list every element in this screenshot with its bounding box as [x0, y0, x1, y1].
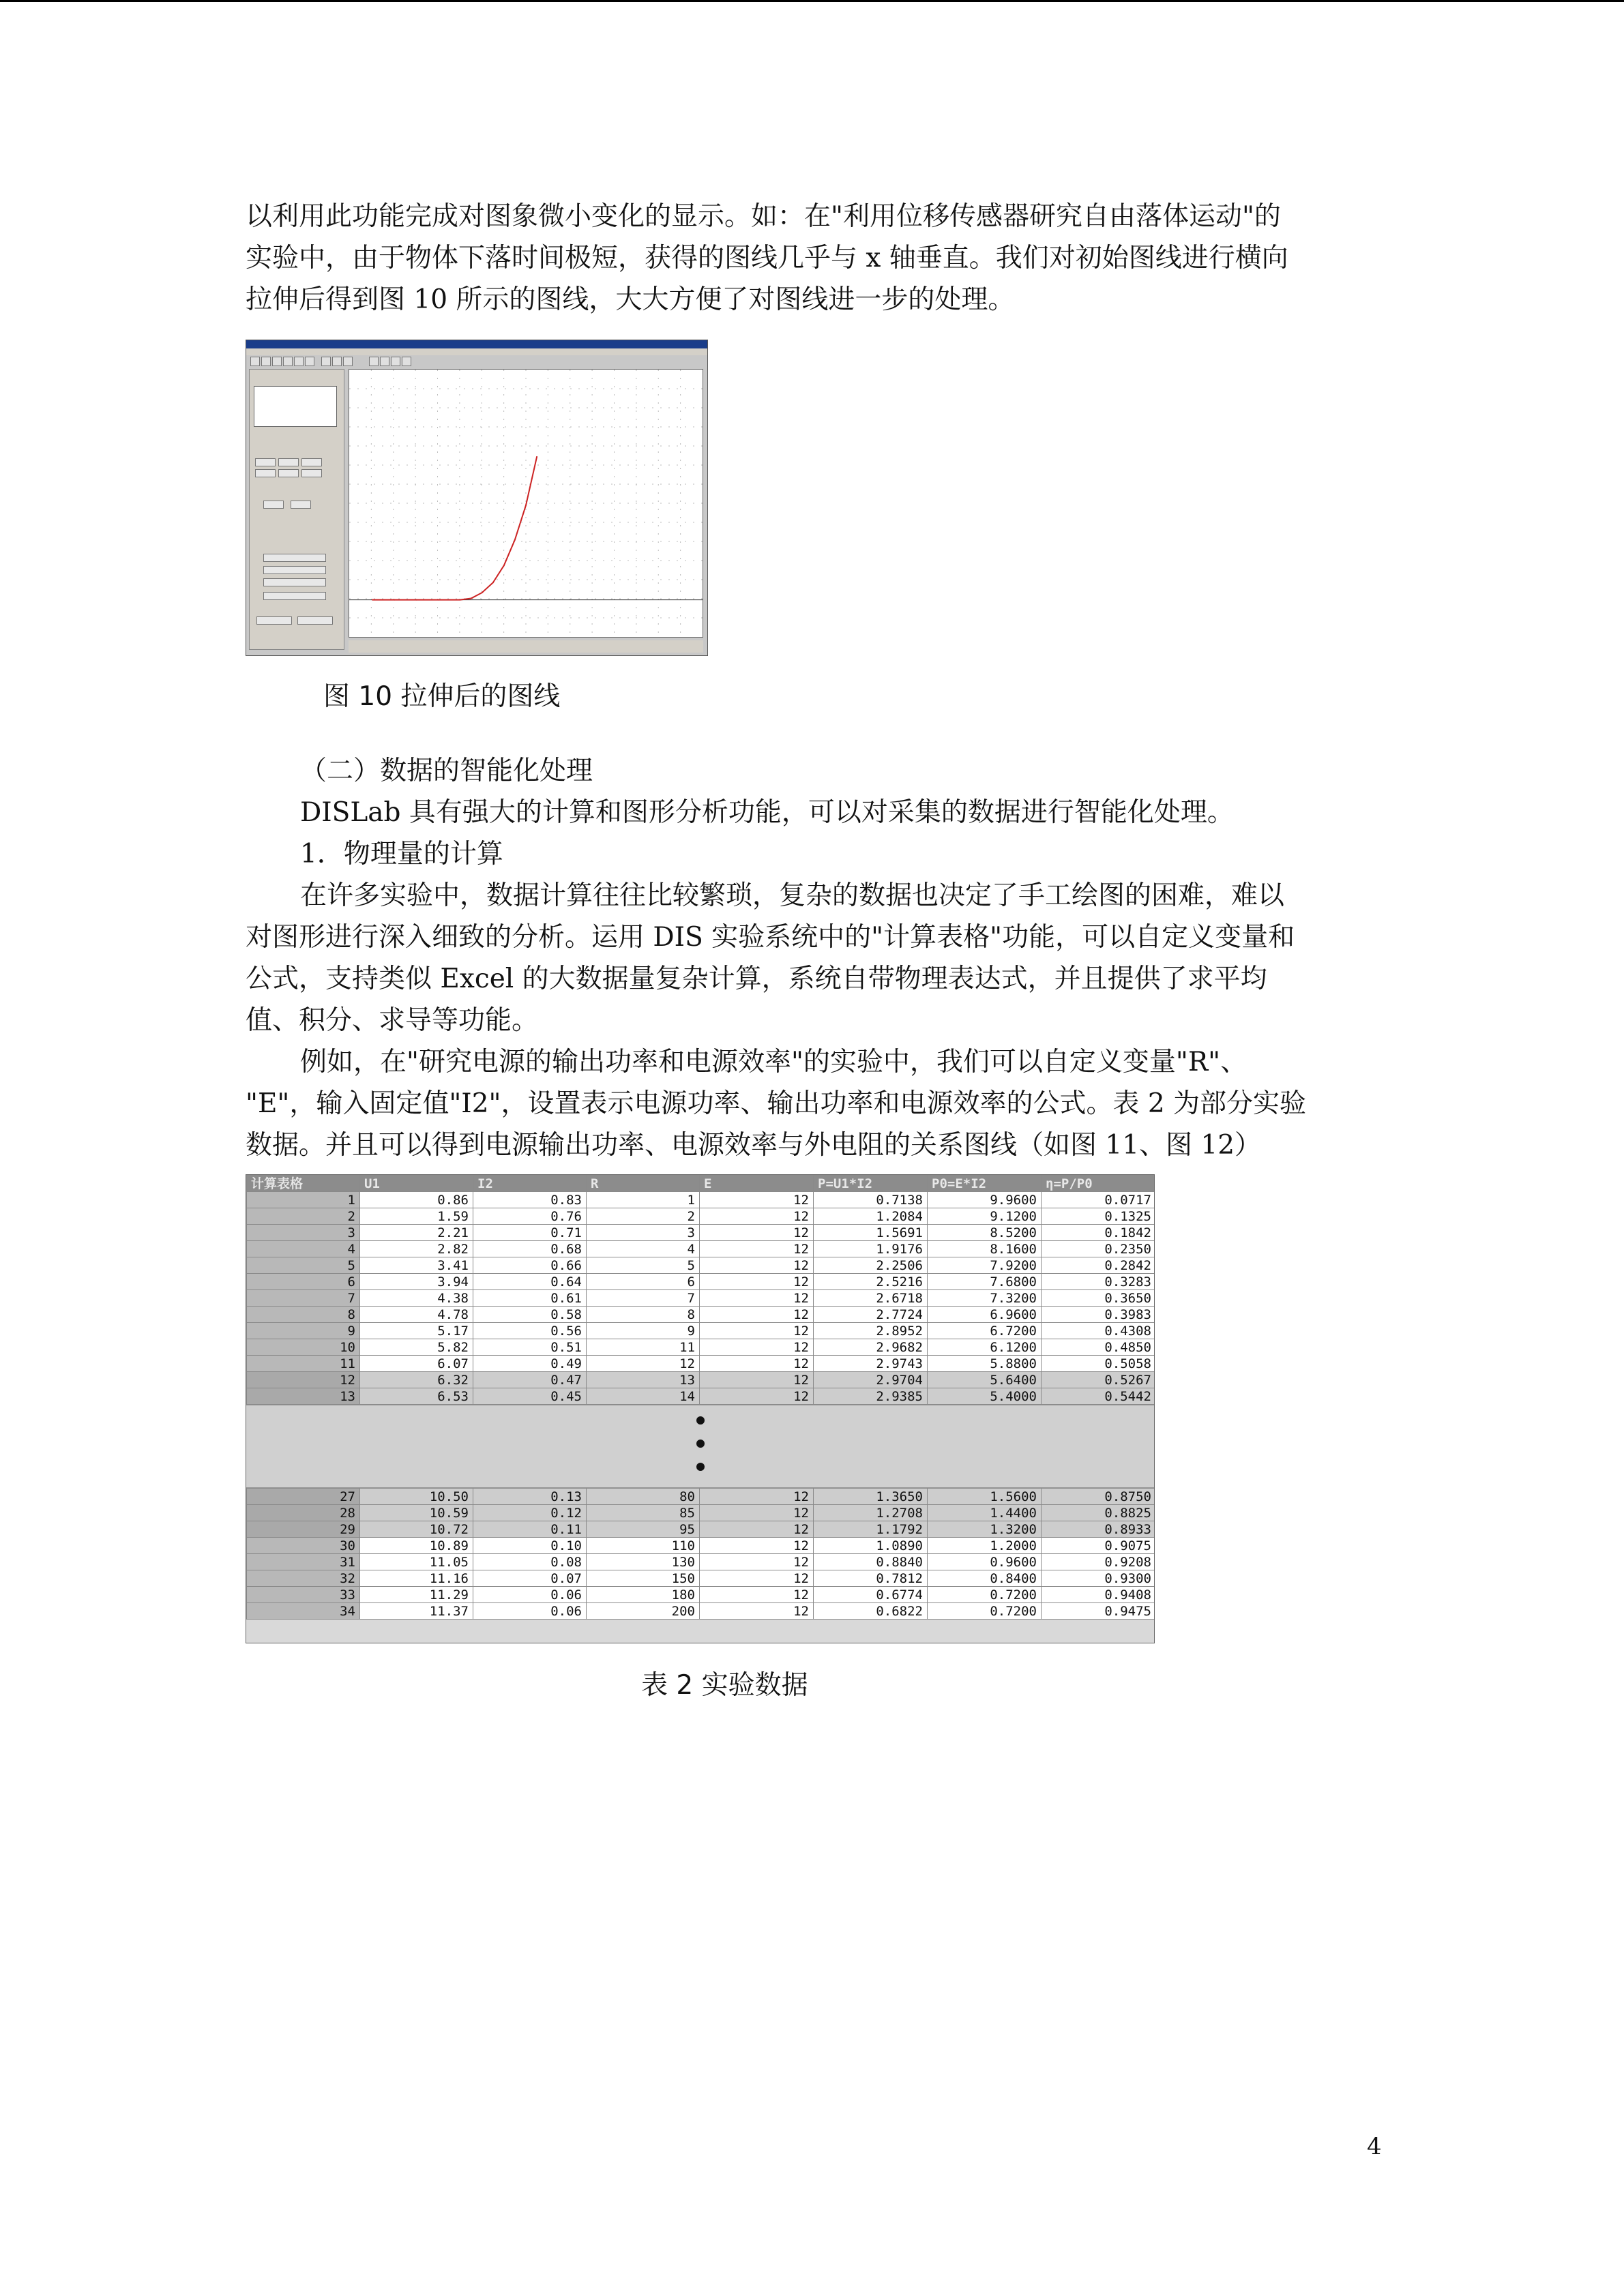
table-cell: 0.9075 [1042, 1538, 1155, 1554]
table-cell: 2.5216 [814, 1274, 928, 1290]
table-cell: 0.49 [473, 1356, 587, 1372]
table-cell: 12 [700, 1570, 814, 1587]
table-row [247, 1208, 1155, 1225]
data-point [514, 539, 516, 540]
panel-button [301, 458, 322, 466]
table-row [247, 1274, 1155, 1290]
data-point [460, 599, 461, 601]
toolbar-button [283, 357, 293, 366]
data-point [536, 456, 537, 458]
table-cell: 1.5600 [928, 1489, 1042, 1505]
table-cell: 1.3650 [814, 1489, 928, 1505]
table-cell: 0.11 [473, 1521, 587, 1538]
table-cell: 12 [700, 1339, 814, 1356]
table-cell: 0.51 [473, 1339, 587, 1356]
table-cell: 0.9208 [1042, 1554, 1155, 1570]
toolbar-button [294, 357, 304, 366]
column-header: U1 [360, 1176, 473, 1192]
window-menubar [246, 348, 707, 355]
table-cell: 110 [587, 1538, 700, 1554]
para2-line-2: 对图形进行深入细致的分析。运用 DIS 实验系统中的"计算表格"功能，可以自定义变量和 [246, 922, 1295, 953]
data-table-top [246, 1175, 1155, 1405]
data-point [492, 582, 494, 583]
row-index-cell: 6 [247, 1274, 360, 1290]
table-cell: 0.5058 [1042, 1356, 1155, 1372]
table-cell: 7.3200 [928, 1290, 1042, 1307]
table-cell: 12 [700, 1505, 814, 1521]
table-cell: 0.4308 [1042, 1323, 1155, 1339]
table-cell: 1.5691 [814, 1225, 928, 1241]
table-cell: 0.0717 [1042, 1192, 1155, 1208]
table-row [247, 1323, 1155, 1339]
table-cell: 5 [587, 1257, 700, 1274]
toolbar-button [250, 357, 260, 366]
table-cell: 150 [587, 1570, 700, 1587]
toolbar-button [305, 357, 314, 366]
table-row [247, 1257, 1155, 1274]
table-cell: 0.3983 [1042, 1307, 1155, 1323]
panel-button [297, 616, 333, 625]
table-cell: 180 [587, 1587, 700, 1603]
panel-button [256, 616, 292, 625]
table-cell: 12 [700, 1489, 814, 1505]
table-cell: 0.3650 [1042, 1290, 1155, 1307]
intro-line-2: 实验中，由于物体下落时间极短，获得的图线几乎与 x 轴垂直。我们对初始图线进行横向 [246, 243, 1288, 273]
table-cell: 0.5442 [1042, 1388, 1155, 1405]
table-cell: 0.8825 [1042, 1505, 1155, 1521]
panel-button [278, 469, 299, 477]
para3-line-3: 数据。并且可以得到电源输出功率、电源效率与外电阻的关系图线（如图 11、图 12） [246, 1130, 1262, 1161]
table-cell: 10.50 [360, 1489, 473, 1505]
table-cell: 6.32 [360, 1372, 473, 1388]
table-cell: 0.4850 [1042, 1339, 1155, 1356]
table-cell: 5.8800 [928, 1356, 1042, 1372]
table-cell: 12 [700, 1274, 814, 1290]
table-cell: 5.82 [360, 1339, 473, 1356]
table-cell: 11.37 [360, 1603, 473, 1620]
table-cell: 5.4000 [928, 1388, 1042, 1405]
table-cell: 9.9600 [928, 1192, 1042, 1208]
table-cell: 9.1200 [928, 1208, 1042, 1225]
row-index-cell: 9 [247, 1323, 360, 1339]
table-cell: 12 [700, 1356, 814, 1372]
table-row [247, 1192, 1155, 1208]
table-cell: 12 [700, 1241, 814, 1257]
panel-button [255, 458, 276, 466]
table-cell: 200 [587, 1603, 700, 1620]
table-cell: 1.2000 [928, 1538, 1042, 1554]
table-cell: 80 [587, 1489, 700, 1505]
panel-button [301, 469, 322, 477]
table-cell: 12 [700, 1587, 814, 1603]
table-cell: 11 [587, 1339, 700, 1356]
omitted-rows [246, 1405, 1154, 1488]
column-header: I2 [473, 1176, 587, 1192]
row-index-cell: 1 [247, 1192, 360, 1208]
table-cell: 0.61 [473, 1290, 587, 1307]
row-index-cell: 8 [247, 1307, 360, 1323]
table-cell: 12 [587, 1356, 700, 1372]
window-titlebar [246, 340, 707, 348]
panel-field [263, 578, 326, 586]
table-cell: 0.56 [473, 1323, 587, 1339]
row-index-cell: 11 [247, 1356, 360, 1372]
row-index-cell: 31 [247, 1554, 360, 1570]
toolbar-button [272, 357, 282, 366]
table-cell: 6.7200 [928, 1323, 1042, 1339]
row-index-cell: 34 [247, 1603, 360, 1620]
table-cell: 12 [700, 1225, 814, 1241]
table-cell: 0.68 [473, 1241, 587, 1257]
table-cell: 0.8840 [814, 1554, 928, 1570]
table-cell: 2.2506 [814, 1257, 928, 1274]
table-cell: 1.4400 [928, 1505, 1042, 1521]
table-cell: 2.7724 [814, 1307, 928, 1323]
row-index-cell: 32 [247, 1570, 360, 1587]
row-index-cell: 2 [247, 1208, 360, 1225]
toolbar-button [343, 357, 353, 366]
table-cell: 0.3283 [1042, 1274, 1155, 1290]
table-cell: 3 [587, 1225, 700, 1241]
ellipsis-dot [696, 1463, 705, 1471]
table2-figure [246, 1174, 1155, 1643]
table-cell: 0.12 [473, 1505, 587, 1521]
table-cell: 0.6822 [814, 1603, 928, 1620]
toolbar-button [321, 357, 331, 366]
table-cell: 12 [700, 1388, 814, 1405]
para2-line-4: 值、积分、求导等功能。 [246, 1005, 539, 1036]
panel-field [263, 566, 326, 574]
toolbar-button [261, 357, 271, 366]
play-icon [369, 357, 379, 366]
table-cell: 2.82 [360, 1241, 473, 1257]
table-row [247, 1538, 1155, 1554]
table-cell: 12 [700, 1554, 814, 1570]
column-header: R [587, 1176, 700, 1192]
table-row [247, 1339, 1155, 1356]
table-cell: 0.76 [473, 1208, 587, 1225]
table-cell: 1.0890 [814, 1538, 928, 1554]
toolbar-button [402, 357, 411, 366]
table-cell: 8.1600 [928, 1241, 1042, 1257]
para2-line-1: 在许多实验中，数据计算往往比较繁琐，复杂的数据也决定了手工绘图的困难，难以 [300, 880, 1285, 911]
table-cell: 95 [587, 1521, 700, 1538]
table-cell: 9 [587, 1323, 700, 1339]
table-cell: 2.8952 [814, 1323, 928, 1339]
table-cell: 1 [587, 1192, 700, 1208]
table-cell: 6 [587, 1274, 700, 1290]
table-cell: 0.83 [473, 1192, 587, 1208]
table-cell: 12 [700, 1538, 814, 1554]
top-border [0, 0, 1624, 2]
table-cell: 0.2350 [1042, 1241, 1155, 1257]
table-cell: 0.8400 [928, 1570, 1042, 1587]
table-cell: 12 [700, 1290, 814, 1307]
table-cell: 0.6774 [814, 1587, 928, 1603]
table-row [247, 1307, 1155, 1323]
row-index-cell: 12 [247, 1372, 360, 1388]
table-cell: 6.07 [360, 1356, 473, 1372]
table-cell: 2.6718 [814, 1290, 928, 1307]
table-cell: 0.66 [473, 1257, 587, 1274]
table-cell: 12 [700, 1323, 814, 1339]
page-number: 4 [1367, 2133, 1382, 2160]
subsection-title: 1．物理量的计算 [300, 839, 503, 869]
row-index-cell: 33 [247, 1587, 360, 1603]
table-cell: 11.29 [360, 1587, 473, 1603]
data-point [503, 565, 505, 566]
column-header: P0=E*I2 [928, 1176, 1042, 1192]
table-cell: 85 [587, 1505, 700, 1521]
table-cell: 1.59 [360, 1208, 473, 1225]
table-cell: 11.05 [360, 1554, 473, 1570]
table-cell: 2.9743 [814, 1356, 928, 1372]
table-cell: 5.17 [360, 1323, 473, 1339]
table-cell: 7.9200 [928, 1257, 1042, 1274]
table-cell: 4.78 [360, 1307, 473, 1323]
table-cell: 2.9385 [814, 1388, 928, 1405]
table-cell: 8.5200 [928, 1225, 1042, 1241]
table-cell: 2.9704 [814, 1372, 928, 1388]
toolbar-button [332, 357, 342, 366]
table-cell: 0.7812 [814, 1570, 928, 1587]
row-index-cell: 3 [247, 1225, 360, 1241]
table-cell: 10.59 [360, 1505, 473, 1521]
table-cell: 0.9408 [1042, 1587, 1155, 1603]
row-index-cell: 5 [247, 1257, 360, 1274]
table-cell: 0.08 [473, 1554, 587, 1570]
table-cell: 0.8933 [1042, 1521, 1155, 1538]
line-graph [349, 370, 703, 637]
table-cell: 0.07 [473, 1570, 587, 1587]
panel-button [263, 592, 326, 600]
table-row [247, 1388, 1155, 1405]
row-index-cell: 30 [247, 1538, 360, 1554]
column-header: 计算表格 [247, 1176, 360, 1192]
table-cell: 0.58 [473, 1307, 587, 1323]
table-cell: 0.86 [360, 1192, 473, 1208]
table-cell: 12 [700, 1208, 814, 1225]
panel-button [291, 501, 311, 509]
table-row [247, 1521, 1155, 1538]
table-cell: 0.8750 [1042, 1489, 1155, 1505]
table2-caption: 表 2 实验数据 [641, 1670, 808, 1701]
row-index-cell: 13 [247, 1388, 360, 1405]
table-row [247, 1570, 1155, 1587]
table-cell: 0.7200 [928, 1603, 1042, 1620]
intro-line-3: 拉伸后得到图 10 所示的图线，大大方便了对图线进一步的处理。 [246, 284, 1015, 315]
panel-button [278, 458, 299, 466]
table-row [247, 1554, 1155, 1570]
ellipsis-dot [696, 1440, 705, 1448]
data-point [372, 599, 373, 601]
table-cell: 12 [700, 1307, 814, 1323]
table-cell: 3.94 [360, 1274, 473, 1290]
table-row [247, 1372, 1155, 1388]
table-cell: 12 [700, 1603, 814, 1620]
table-cell: 0.1325 [1042, 1208, 1155, 1225]
graph-toolbar [349, 640, 703, 653]
table-cell: 12 [700, 1372, 814, 1388]
row-index-cell: 27 [247, 1489, 360, 1505]
table-cell: 0.1842 [1042, 1225, 1155, 1241]
figure10-screenshot [246, 340, 708, 656]
toolbar-button [391, 357, 400, 366]
table-cell: 8 [587, 1307, 700, 1323]
data-series-line [372, 457, 537, 600]
table-cell: 1.9176 [814, 1241, 928, 1257]
table-row [247, 1587, 1155, 1603]
section-heading: （二）数据的智能化处理 [300, 756, 593, 786]
table-cell: 0.13 [473, 1489, 587, 1505]
table-cell: 0.06 [473, 1603, 587, 1620]
para2-line-3: 公式，支持类似 Excel 的大数据量复杂计算，系统自带物理表达式，并且提供了求平均 [246, 964, 1267, 994]
table-cell: 0.06 [473, 1587, 587, 1603]
table-cell: 0.9300 [1042, 1570, 1155, 1587]
panel-button [255, 469, 276, 477]
table-cell: 0.5267 [1042, 1372, 1155, 1388]
table-cell: 1.2708 [814, 1505, 928, 1521]
data-point [438, 599, 439, 601]
intro-line-1: 以利用此功能完成对图象微小变化的显示。如：在"利用位移传感器研究自由落体运动"的 [246, 201, 1281, 232]
table-cell: 0.64 [473, 1274, 587, 1290]
table-cell: 14 [587, 1388, 700, 1405]
table-cell: 0.9600 [928, 1554, 1042, 1570]
table-row [247, 1356, 1155, 1372]
data-table-bottom [246, 1488, 1155, 1620]
table-header-row [247, 1176, 1155, 1192]
data-point [482, 592, 483, 593]
data-point [394, 599, 395, 601]
table-cell: 12 [700, 1257, 814, 1274]
table-row [247, 1241, 1155, 1257]
ellipsis-dot [696, 1416, 705, 1425]
panel-button [263, 501, 284, 509]
data-point [525, 505, 527, 506]
table-cell: 130 [587, 1554, 700, 1570]
table-cell: 4 [587, 1241, 700, 1257]
table-row [247, 1505, 1155, 1521]
table-cell: 1.2084 [814, 1208, 928, 1225]
row-index-cell: 29 [247, 1521, 360, 1538]
table-cell: 6.53 [360, 1388, 473, 1405]
table-cell: 0.7200 [928, 1587, 1042, 1603]
data-point [471, 597, 472, 599]
table-cell: 7.6800 [928, 1274, 1042, 1290]
row-index-cell: 10 [247, 1339, 360, 1356]
table-cell: 7 [587, 1290, 700, 1307]
row-index-cell: 4 [247, 1241, 360, 1257]
table-cell: 10.89 [360, 1538, 473, 1554]
table-cell: 6.9600 [928, 1307, 1042, 1323]
table-cell: 0.45 [473, 1388, 587, 1405]
table-cell: 12 [700, 1521, 814, 1538]
table-cell: 0.2842 [1042, 1257, 1155, 1274]
table-cell: 1.1792 [814, 1521, 928, 1538]
table-cell: 0.7138 [814, 1192, 928, 1208]
table-row [247, 1489, 1155, 1505]
table-cell: 11.16 [360, 1570, 473, 1587]
column-header: P=U1*I2 [814, 1176, 928, 1192]
table-cell: 0.71 [473, 1225, 587, 1241]
table-cell: 2.9682 [814, 1339, 928, 1356]
table-cell: 6.1200 [928, 1339, 1042, 1356]
table-cell: 13 [587, 1372, 700, 1388]
table-row [247, 1225, 1155, 1241]
panel-field [263, 554, 326, 562]
table-cell: 3.41 [360, 1257, 473, 1274]
section-p1: DISLab 具有强大的计算和图形分析功能，可以对采集的数据进行智能化处理。 [300, 797, 1234, 828]
column-header: η=P/P0 [1042, 1176, 1155, 1192]
table-cell: 10.72 [360, 1521, 473, 1538]
channel-list [254, 386, 337, 427]
figure10-caption: 图 10 拉伸后的图线 [323, 681, 561, 712]
data-point [415, 599, 417, 601]
table-row [247, 1603, 1155, 1620]
table-cell: 2 [587, 1208, 700, 1225]
table-cell: 4.38 [360, 1290, 473, 1307]
table-cell: 12 [700, 1192, 814, 1208]
table-cell: 1.3200 [928, 1521, 1042, 1538]
table-cell: 0.9475 [1042, 1603, 1155, 1620]
row-index-cell: 7 [247, 1290, 360, 1307]
graph-area [349, 369, 703, 638]
table-cell: 2.21 [360, 1225, 473, 1241]
table-cell: 5.6400 [928, 1372, 1042, 1388]
row-index-cell: 28 [247, 1505, 360, 1521]
table-cell: 0.47 [473, 1372, 587, 1388]
table-row [247, 1290, 1155, 1307]
side-panel [249, 369, 344, 650]
stop-icon [380, 357, 389, 366]
column-header: E [700, 1176, 814, 1192]
table-cell: 0.10 [473, 1538, 587, 1554]
para3-line-2: "E"，输入固定值"I2"，设置表示电源功率、输出功率和电源效率的公式。表 2 为部分实验 [246, 1088, 1307, 1119]
para3-line-1: 例如，在"研究电源的输出功率和电源效率"的实验中，我们可以自定义变量"R"、 [300, 1047, 1247, 1077]
